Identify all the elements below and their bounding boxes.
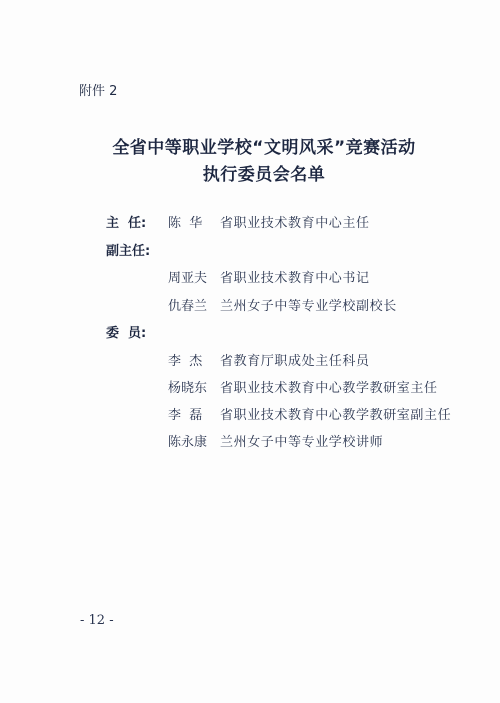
page-number: - 12 -: [80, 613, 114, 628]
attachment-label: 附件 2: [79, 84, 118, 99]
member-name: 李 杰: [168, 354, 203, 369]
deputy-role-label: 副主任:: [106, 244, 151, 259]
member-name: 陈永康: [168, 435, 208, 450]
document-title-line-1: 全省中等职业学校“文明风采”竞赛活动: [112, 138, 416, 158]
deputy-name: 仇春兰: [168, 299, 208, 314]
member-title: 省教育厅职成处主任科员: [220, 354, 370, 369]
director-title: 省职业技术教育中心主任: [220, 216, 370, 231]
deputy-name: 周亚夫: [168, 271, 208, 286]
member-title: 兰州女子中等专业学校讲师: [220, 435, 384, 450]
deputy-title: 省职业技术教育中心书记: [220, 271, 370, 286]
deputy-title: 兰州女子中等专业学校副校长: [220, 299, 397, 314]
members-role-label: 委 员:: [106, 326, 147, 341]
director-role-label: 主 任:: [106, 216, 147, 231]
member-title: 省职业技术教育中心教学教研室主任: [220, 381, 438, 396]
member-title: 省职业技术教育中心教学教研室副主任: [220, 408, 452, 423]
member-name: 杨晓东: [168, 381, 208, 396]
member-name: 李 磊: [168, 408, 203, 423]
director-name: 陈 华: [168, 216, 203, 231]
document-title-line-2: 执行委员会名单: [202, 165, 326, 185]
